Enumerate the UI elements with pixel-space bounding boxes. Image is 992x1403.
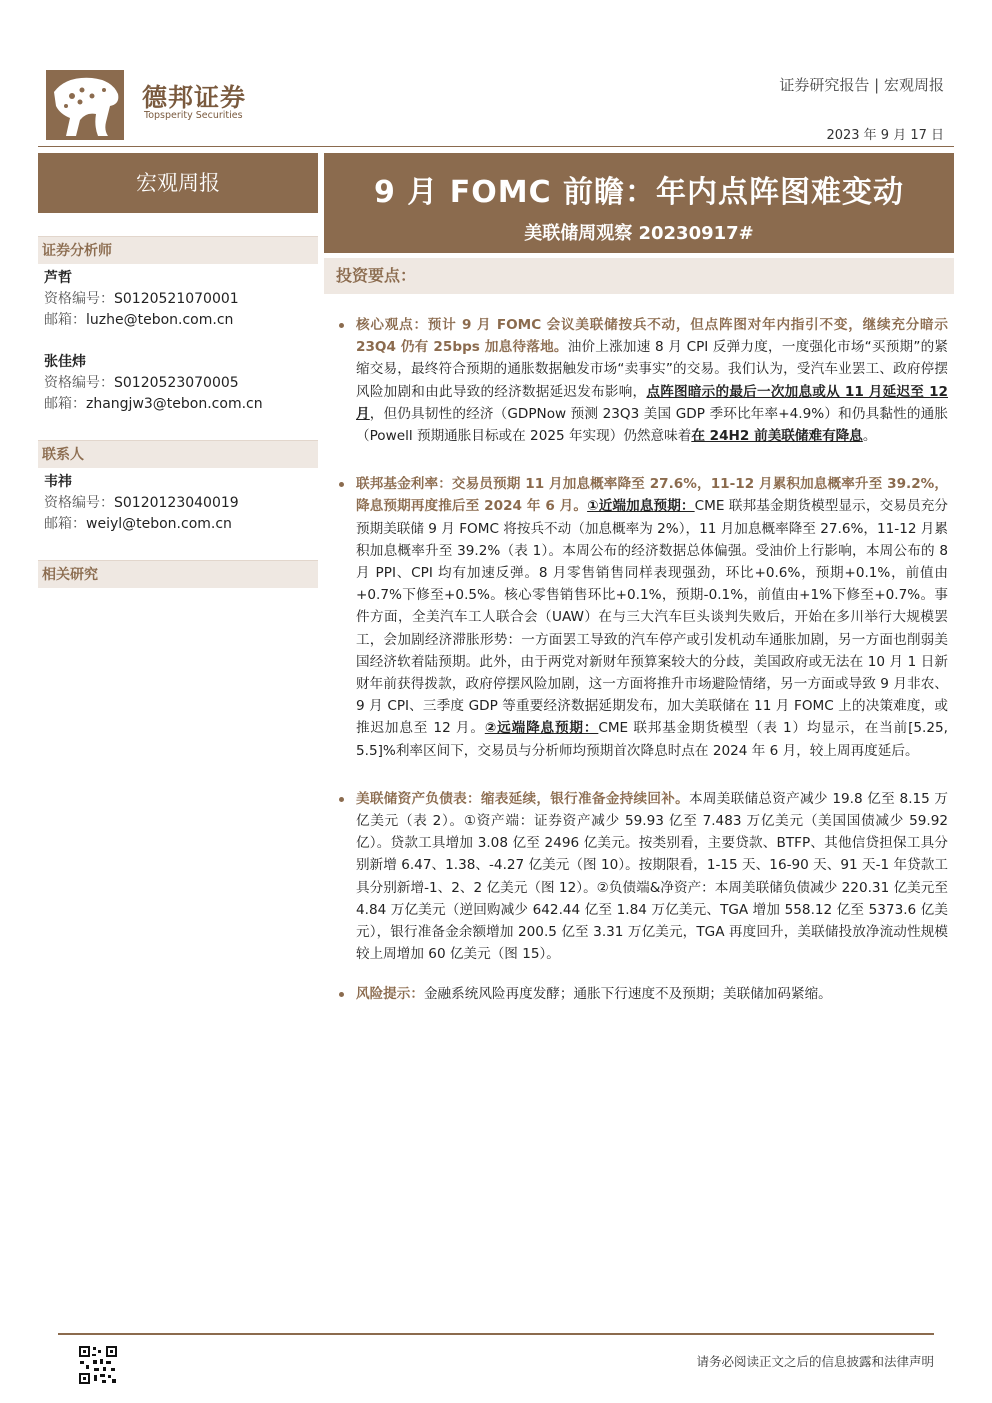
footer-divider (58, 1333, 934, 1335)
paragraph-text: 油价上涨加速 8 月 CPI 反弹力度，一度强化市场“买预期”的紧缩交易，最终符合预期的通胀数据触发市场“卖事实”的交易。我们认为，受汽车业罢工、政府停摆风险加剧和由此导致的经济数据延迟发布影响， (356, 339, 948, 400)
fed-funds-rate-paragraph (336, 473, 948, 762)
email-label: 邮箱： (44, 396, 86, 412)
analyst-card (44, 352, 263, 415)
paragraph-lead: 风险提示： (356, 986, 424, 1003)
bullet-dot-icon (339, 482, 344, 487)
title-banner (324, 153, 954, 253)
paragraph-text: 。 (862, 428, 877, 445)
qr-code-icon[interactable] (78, 1345, 118, 1385)
contact-email-link[interactable]: weiyl@tebon.com.cn (86, 516, 232, 532)
cert-label: 资格编号： (44, 375, 114, 391)
paragraph-text: CME 联邦基金期货模型显示，交易员充分预期美联储 9 月 FOMC 将按兵不动（加息概率为 2%），11 月加息概率降至 27.6%，11-12 月累积加息概率升至 39.2%（表 1）。本周公布的经济数据总体偏强。受油价上行影响，本周公布的 8 月 PPI、CPI 均有加速反弹。8 月零售销售同样表现强劲，环比+0.6%，预期+0.1%，前值由+0.7%下修至+0.5%。核心零售销售环比+0.1%，预期-0.1%，前值由+1%下修至+0.7%。事件方面，全美汽车工人联合会（UAW）在与三大汽车巨头谈判失败后，开始在多川举行大规模罢工，会加剧经济滞胀形势：一方面罢工导致的汽车停产或引发机动车通胀加剧，另一方面也削弱美国经济软着陆预期。此外，由于两党对新财年预算案较大的分歧，美国政府或无法在 10 月 1 日新财年前获得拨款，政府停摆风险加剧，这一方面将推升市场避险情绪，另一方面或导致 9 月非农、9 月 CPI、三季度 GDP 等重要经济数据延期发布，加大美联储在 11 月 FOMC 上的决策难度，或推迟加息至 12 月。 (356, 498, 948, 737)
cert-label: 资格编号： (44, 495, 114, 511)
risk-warning-paragraph (336, 983, 948, 1005)
paragraph-text: 本周美联储总资产减少 19.8 亿至 8.15 万亿美元（表 2）。①资产端：证券资产减少 59.93 亿至 7.483 万亿美元（美国国债减少 59.92 亿）。贷款工具增加 3.08 亿至 2496 亿美元。按类别看，主要贷款、BTFP、其他信贷担保工具分别新增 6.47、1.38、-4.27 亿美元（图 10）。按期限看，1-15 天、16-90 天、91 天-1 年贷款工具分别新增-1、2、2 亿美元（图 12）。②负债端&净资产：本周美联储负债减少 220.31 亿美元至 4.84 万亿美元（逆回购减少 642.44 亿至 1.84 万亿美元、TGA 增加 558.12 亿至 5373.6 亿美元），银行准备金余额增加 200.5 亿至 3.31 万亿美元，TGA 再度回升，美联储投放净流动性规模较上周增加 60 亿美元（图 15）。 (356, 790, 949, 963)
contact-name: 韦祎 (44, 474, 72, 490)
cert-number: S0120523070005 (114, 375, 239, 391)
investment-highlights-heading: 投资要点： (324, 258, 954, 294)
header-divider (38, 146, 954, 147)
balance-sheet-paragraph (336, 788, 948, 966)
legal-disclaimer: 请务必阅读正文之后的信息披露和法律声明 (696, 1354, 934, 1369)
paragraph-lead: 核心观点：预计 9 月 FOMC 会议美联储按兵不动，但点阵图对年内指引不变，继续充分暗示 23Q4 仍有 25bps 加息待落地。 (356, 317, 948, 356)
report-subtitle: 美联储周观察 20230917# (524, 223, 754, 244)
cert-label: 资格编号： (44, 291, 114, 307)
bullet-dot-icon (339, 323, 344, 328)
paragraph-lead: 美联储资产负债表：缩表延续，银行准备金持续回补。 (356, 790, 689, 807)
paragraph-text: ，但仍具韧性的经济（GDPNow 预测 23Q3 美国 GDP 季环比年率+4.9%）和仍具黏性的通胀（Powell 预期通胀目标或在 2025 年实现）仍然意味着 (356, 405, 948, 445)
report-date: 2023 年 9 月 17 日 (826, 128, 944, 143)
paragraph-lead: 联邦基金利率：交易员预期 11 月加息概率降至 27.6%，11-12 月累积加息概率升至 39.2%，降息预期再度推后至 2024 年 6 月。 (356, 476, 948, 515)
brand-name-cn: 德邦证券 (142, 83, 247, 112)
bullet-dot-icon (339, 797, 344, 802)
paragraph-text: CME 联邦基金期货模型（表 1）均显示，在当前[5.25, 5.5]%利率区间下，交易员与分析师均预期首次降息时点在 2024 年 6 月，较上周再度延后。 (356, 720, 948, 759)
brand-name-en: Topsperity Securities (144, 110, 243, 121)
cert-number: S0120123040019 (114, 495, 239, 511)
email-label: 邮箱： (44, 516, 86, 532)
analyst-card (44, 268, 239, 331)
report-type: 证券研究报告 | 宏观周报 (779, 76, 944, 94)
highlights-list (336, 314, 948, 1006)
sidebar-title: 宏观周报 (38, 153, 318, 213)
cert-number: S0120521070001 (114, 291, 239, 307)
related-research-heading: 相关研究 (38, 560, 318, 588)
emphasis-text: ①近端加息预期： (587, 498, 695, 515)
emphasis-text: ②远端降息预期： (484, 720, 599, 737)
core-view-paragraph (336, 314, 948, 447)
company-logo (46, 70, 256, 142)
analysts-heading: 证券分析师 (38, 236, 318, 264)
contact-heading: 联系人 (38, 440, 318, 468)
analyst-email-link[interactable]: zhangjw3@tebon.com.cn (86, 396, 263, 412)
paragraph-text: 金融系统风险再度发酵；通胀下行速度不及预期；美联储加码紧缩。 (423, 986, 832, 1003)
bullet-dot-icon (339, 992, 344, 997)
leopard-logo-icon (46, 70, 124, 140)
analyst-email-link[interactable]: luzhe@tebon.com.cn (86, 312, 234, 328)
email-label: 邮箱： (44, 312, 86, 328)
analyst-name: 芦哲 (44, 270, 72, 286)
analyst-name: 张佳炜 (44, 354, 86, 370)
emphasis-text: 点阵图暗示的最后一次加息或从 11 月延迟至 12 月 (356, 383, 948, 422)
contact-card (44, 472, 239, 535)
emphasis-text: 在 24H2 前美联储难有降息 (691, 428, 863, 445)
report-title: 9 月 FOMC 前瞻：年内点阵图难变动 (373, 175, 905, 210)
